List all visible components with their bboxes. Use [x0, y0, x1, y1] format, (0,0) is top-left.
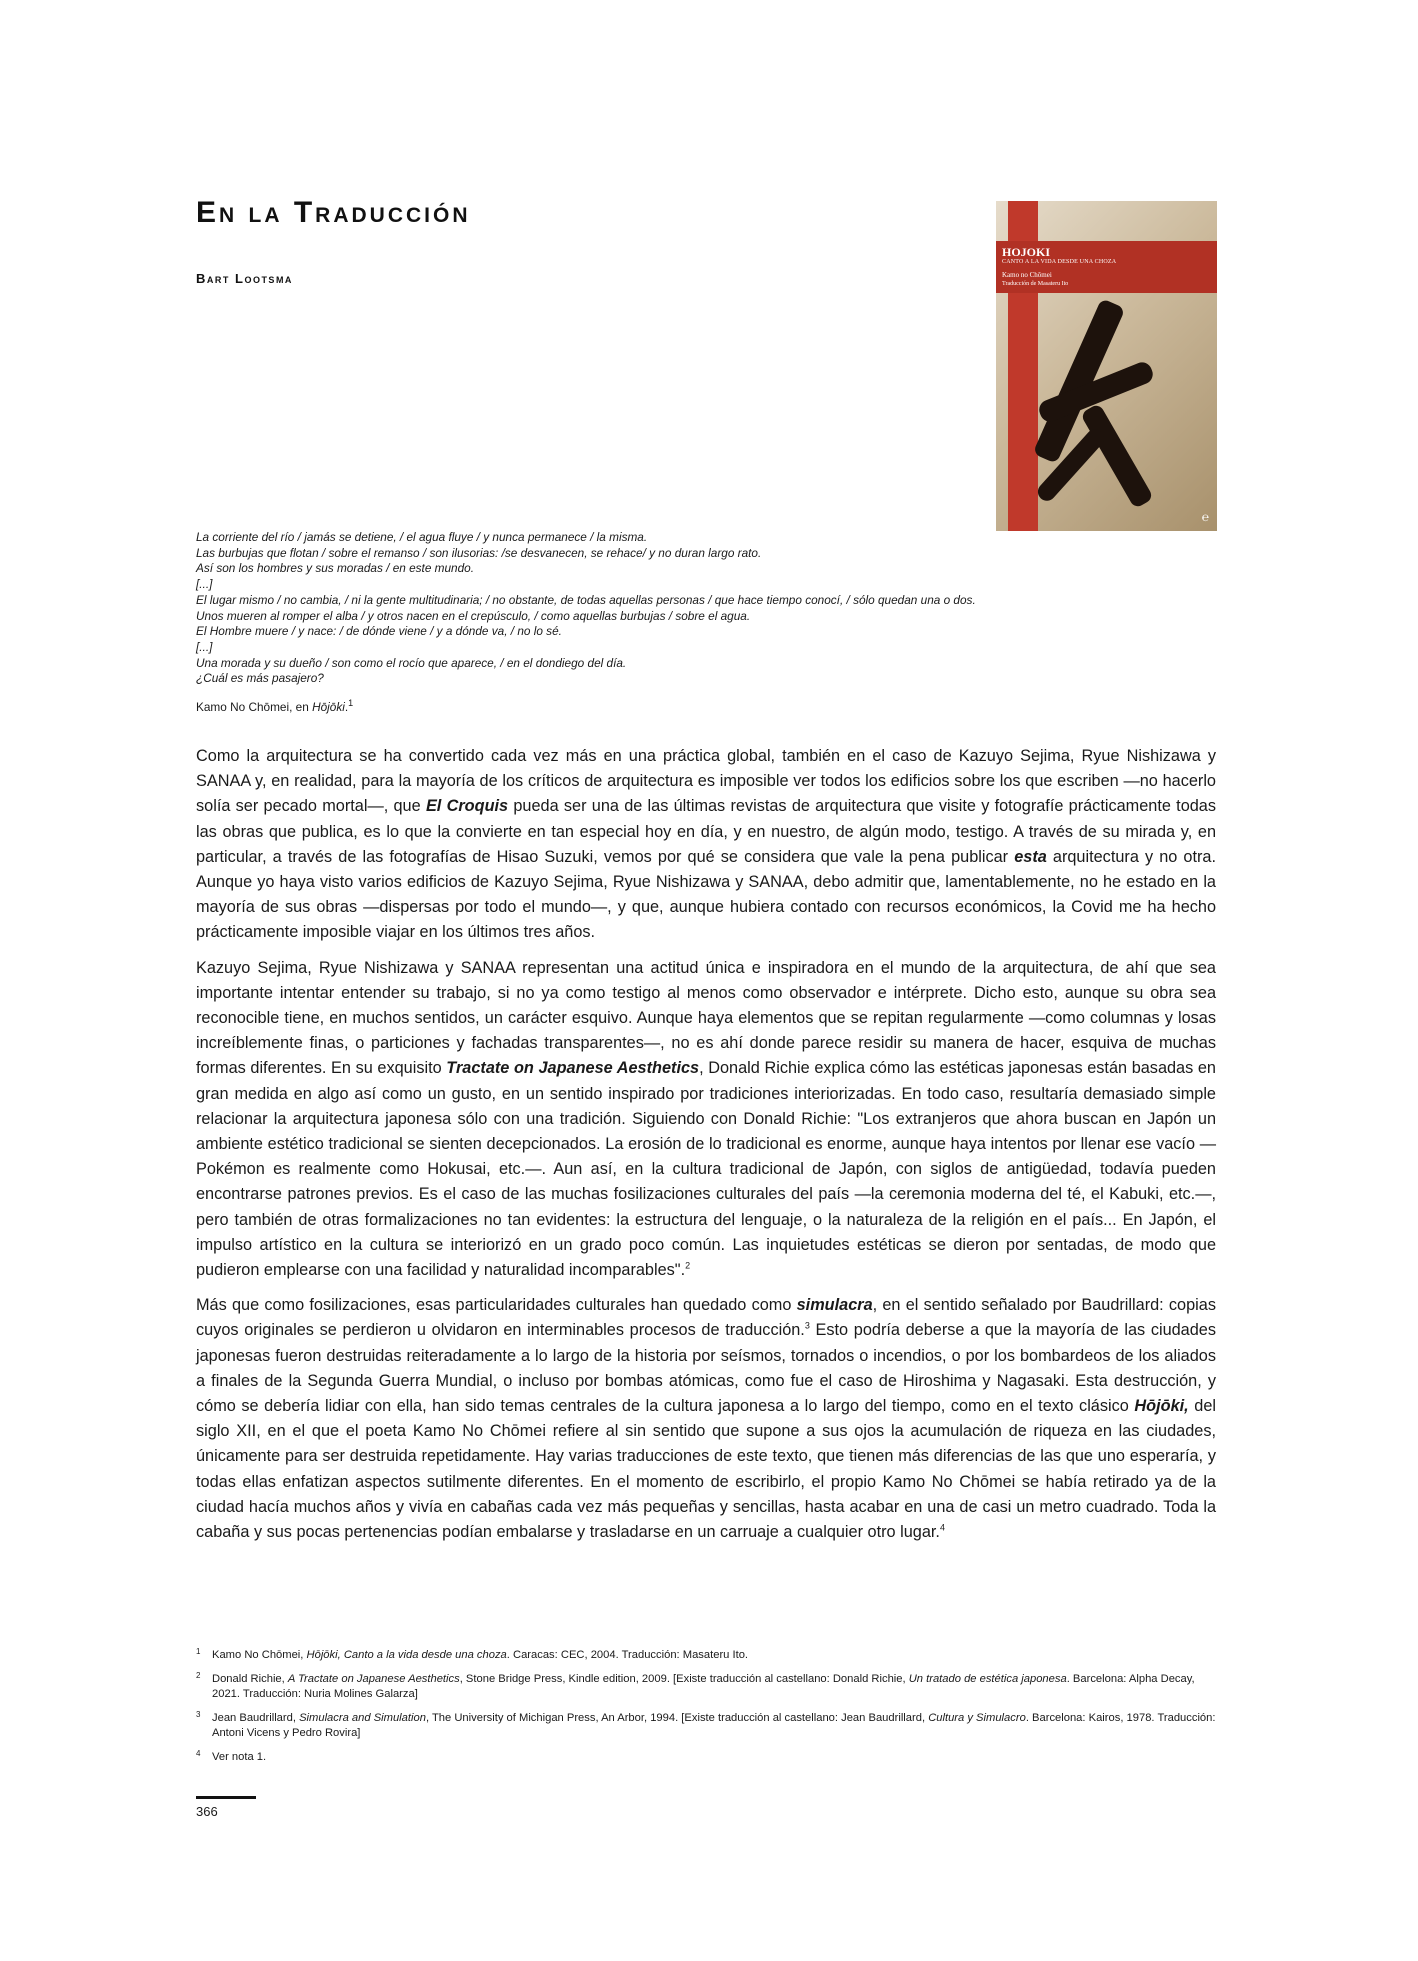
paragraph: Kazuyo Sejima, Ryue Nishizawa y SANAA representan una actitud única e inspiradora en el mundo de la arquitectura, de ahí que sea importante intentar entender su trabajo, si no ya como testigo al menos como observador e intérprete. Dicho esto, aunque su obra sea reconocible tiene, en muchos sentidos, un carácter esquivo. Aunque haya elementos que se repitan regularmente —como columnas y losas increíblemente finas, o particiones y fachadas transparentes—, no es ahí donde parece residir su manera de hacer, esquiva de muchas formas diferentes. En su exquisito Tractate on Japanese Aesthetics, Donald Richie explica cómo las estéticas japonesas están basadas en gran medida en algo así como un gusto, en un sentido inspirado por tradiciones interiorizadas. En todo caso, resultaría demasiado simple relacionar la arquitectura japonesa sólo con una tradición. Siguiendo con Donald Richie: "Los extranjeros que ahora buscan en Japón un ambiente estético tradicional se sienten decepcionados. La erosión de lo tradicional es enorme, aunque haya intentos por llenar ese vacío —Pokémon es realmente como Hokusai, etc.—. Aun así, en la cultura tradicional de Japón, con siglos de antigüedad, todavía pueden encontrarse patrones previos. Es el caso de las muchas fosilizaciones culturales del país —la ceremonia moderna del té, el Kabuki, etc.—, pero también de otras formalizaciones no tan evidentes: la estructura del lenguaje, o la naturaleza de la religión en el país... En Japón, el impulso artístico en la cultura se interiorizó en un grado poco común. Las inquietudes estéticas se dieron por sentadas, de modo que pudieron emplearse con una facilidad y naturalidad incomparables".$^2$ [196, 958, 1216, 1280]
epigraph-line: Las burbujas que flotan / sobre el remanso / son ilusorias: /se desvanecen, se rehace/ y no duran largo rato. [196, 545, 762, 560]
epigraph-line: ¿Cuál es más pasajero? [196, 671, 324, 686]
article-body [196, 744, 1216, 1555]
paragraph: Como la arquitectura se ha convertido cada vez más en una práctica global, también en el caso de Kazuyo Sejima, Ryue Nishizawa y SANAA y, en realidad, para la mayoría de los críticos de arquitectura es imposible ver todos los edificios sobre los que escriben —no hacerlo solía ser pecado mortal—, que El Croquis pueda ser una de las últimas revistas de arquitectura que visite y fotografíe prácticamente todas las obras que publica, es lo que la convierte en tan especial hoy en día, y en nuestro, de algún modo, testigo. A través de su mirada y, en particular, a través de las fotografías de Hisao Suzuki, vemos por qué se considera que vale la pena publicar esta arquitectura y no otra. Aunque yo haya visto varios edificios de Kazuyo Sejima, Ryue Nishizawa y SANAA, debo admitir que, lamentablemente, no he estado en la mayoría de sus obras —dispersas por todo el mundo—, y que, aunque hubiera contado con recursos económicos, la Covid me ha hecho prácticamente imposible viajar en los últimos tres años. [196, 747, 1217, 942]
epigraph-line: El Hombre muere / y nace: / de dónde viene / y a dónde va, / no lo sé. [196, 624, 562, 639]
cover-author: Kamo no Chōmei [1002, 271, 1052, 279]
footnote-ref[interactable]: 4 [939, 1522, 945, 1533]
epigraph-line: [...] [196, 577, 213, 592]
footnote: 4 Ver nota 1. [196, 1750, 1216, 1766]
article-title: En la Traducción [196, 196, 471, 229]
footnote-number: 1 [196, 1647, 201, 1656]
footnote: 1 Kamo No Chōmei, Hōjōki, Canto a la vida desde una choza. Caracas: CEC, 2004. Traducción: Masateru Ito. [196, 1648, 1216, 1664]
footnote-number: 3 [196, 1709, 201, 1719]
footnote: 2 Donald Richie, A Tractate on Japanese Aesthetics, Stone Bridge Press, Kindle edition, 2009. [Existe traducción al castellano: Donald Richie, Un tratado de estética japonesa. Barcelona: Alpha Decay, 2021. Traducción: Nuria Molines Galarza] [196, 1672, 1216, 1703]
epigraph-line: Así son los hombres y sus moradas / en este mundo. [196, 561, 475, 576]
epigraph-attribution: Kamo No Chōmei, en Hōjōki.$^1$ [196, 698, 354, 714]
page-number-rule [196, 1796, 256, 1799]
paragraph: Más que como fosilizaciones, esas particularidades culturales han quedado como simulacra, en el sentido señalado por Baudrillard: copias cuyos originales se perdieron u olvidaron en interminables procesos de traducción.$^3$ Esto podría deberse a que la mayoría de las ciudades japonesas fueron destruidas reiteradamente a lo largo de la historia por seísmos, tornados o incendios, o por los bombardeos de los aliados a finales de la Segunda Guerra Mundial, o incluso por bombas atómicas, como fue el caso de Hiroshima y Nagasaki. Esta destrucción, y cómo se debería lidiar con ella, han sido temas centrales de la cultura japonesa a lo largo del tiempo, como en el texto clásico Hōjōki, del siglo XII, en el que el poeta Kamo No Chōmei refiere al sin sentido que supone a sus ojos la acumulación de riqueza en las ciudades, únicamente para ser destruida repetidamente. Hay varias traducciones de este texto, que tienen más diferencias de las que uno esperaría, y todas ellas enfatizan aspectos sutilmente diferentes. En el momento de escribirlo, el propio Kamo No Chōmei se había retirado ya de la ciudad hacía muchos años y vivía en cabañas cada vez más pequeñas y sencillas, hasta acabar en una de casi un metro cuadrado. Toda la cabaña y sus pocas pertenencias podían embalarse y trasladarse en un carruaje a cualquier otro lugar.$^4$ [196, 1296, 1216, 1542]
epigraph-line: La corriente del río / jamás se detiene, / el agua fluye / y nunca permanece / la misma. [196, 530, 648, 544]
footnote-ref[interactable]: 3 [804, 1321, 810, 1332]
footnotes [196, 1648, 1216, 1773]
epigraph-line: Unos mueren al romper el alba / y otros nacen en el crepúsculo, / como aquellas burbujas / sobre el agua. [196, 608, 751, 623]
footnote-ref[interactable]: 2 [685, 1260, 691, 1271]
article-author: Bart Lootsma [196, 271, 293, 286]
cover-translator: Traducción de Masateru Ito [1002, 281, 1069, 287]
footnote-number: 4 [196, 1748, 201, 1758]
epigraph-line: El lugar mismo / no cambia, / ni la gente multitudinaria; / no obstante, de todas aquellas personas / que hace tiempo conocí, / sólo quedan una o dos. [196, 592, 976, 607]
epigraph-line: [...] [196, 639, 213, 654]
cover-title: HOJOKI [1002, 245, 1051, 259]
publisher-logo-icon: ℮ [1201, 510, 1209, 524]
epigraph [196, 530, 1216, 687]
footnote-number: 2 [196, 1670, 201, 1680]
footnote: 3 Jean Baudrillard, Simulacra and Simulation, The University of Michigan Press, An Arbor, 1994. [Existe traducción al castellano: Jean Baudrillard, Cultura y Simulacro. Barcelona: Kairos, 1978. Traducción: Antoni Vicens y Pedro Rovira] [196, 1711, 1216, 1742]
epigraph-line: Una morada y su dueño / son como el rocío que aparece, / en el dondiego del día. [196, 655, 627, 670]
footnote-ref[interactable]: 1 [348, 698, 354, 709]
book-cover-image [996, 201, 1217, 531]
cover-subtitle: CANTO A LA VIDA DESDE UNA CHOZA [1002, 259, 1117, 265]
page-number: 366 [196, 1804, 218, 1819]
